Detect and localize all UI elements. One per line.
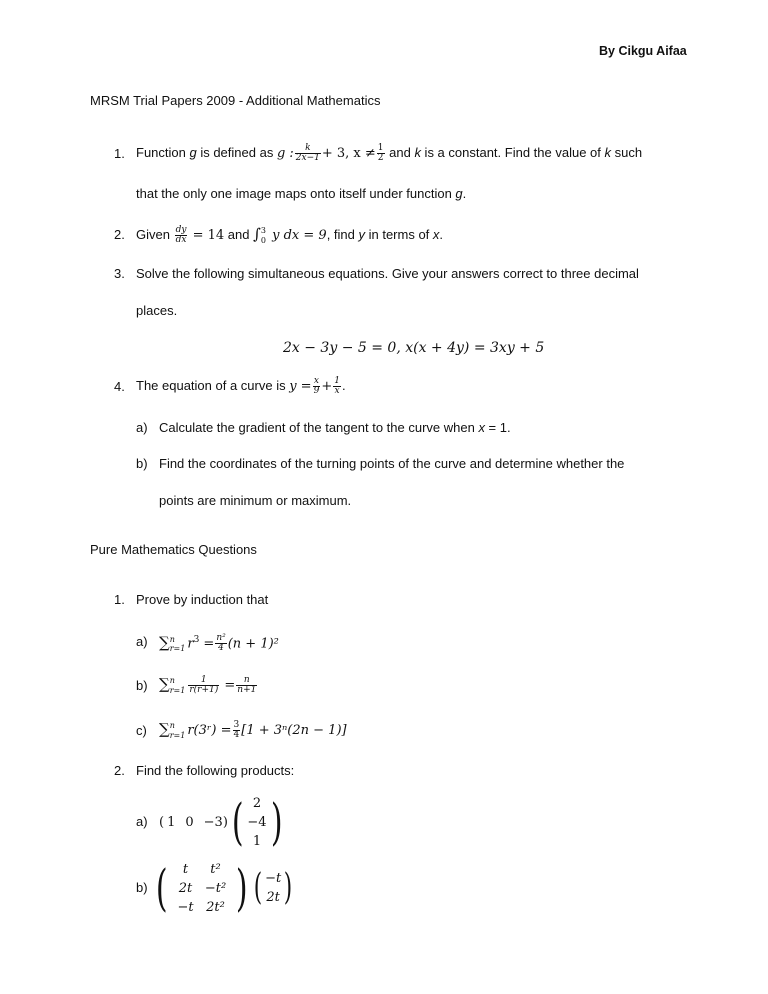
question-text: Prove by induction that <box>136 592 269 607</box>
question-text: Find the following products: <box>136 763 295 778</box>
question-number: 1. <box>114 592 125 607</box>
question-number: 2. <box>114 763 125 778</box>
integral-limits: 3 0 <box>260 226 266 245</box>
matrix-product-b <box>152 858 295 918</box>
simultaneous-equations: 2x − 3y − 5 = 0, x(x + 4y) = 3xy + 5 <box>283 340 545 356</box>
summation-a: ∑ n r=1 $r^3$ = $\frac{\text{n²}}{4}$ (n + 1)² <box>159 632 279 654</box>
fraction: $\frac{1}{x}$ <box>334 375 340 397</box>
question-number: 4. <box>114 379 125 394</box>
question-text: Function g is defined as g : $\frac{k}{2x-1}$ + 3, x ≠ $\frac{1}{2}$ and k is a constant. Find the value of k such <box>136 142 643 164</box>
subpart-text: Find the coordinates of the turning points of the curve and determine whether the <box>159 456 625 471</box>
question-text: The equation of a curve is y = $\frac{x}{9}$ + $\frac{1}{x}$ . <box>136 375 346 397</box>
subpart-label: b) <box>136 678 148 693</box>
subpart-label: b) <box>136 880 148 895</box>
author-line: By Cikgu Aifaa <box>599 44 687 58</box>
fraction: $\frac{1}{2}$ <box>377 142 384 164</box>
right-paren: ) <box>270 793 283 851</box>
summation-c: ∑ n r=1 r(3ʳ) = $\frac{3}{4}$ [1 + 3ⁿ(2n − 1)] <box>159 719 347 740</box>
subpart-label: a) <box>136 814 148 829</box>
left-paren: ( <box>231 793 244 851</box>
derivative-fraction: $\frac{dy}{dx}$ <box>175 224 187 246</box>
question-text: Solve the following simultaneous equations. Give your answers correct to three decimal <box>136 266 639 281</box>
column-vector: −t 2t <box>265 871 282 905</box>
subpart-text: Calculate the gradient of the tangent to the curve when x = 1. <box>159 420 511 435</box>
question-text: Given $\frac{dy}{dx}$ = 14 and ∫ 3 0 y dx = 9, find y in terms of x. <box>136 224 444 246</box>
document-title: MRSM Trial Papers 2009 - Additional Mathematics <box>90 93 381 108</box>
subpart-label: b) <box>136 456 148 471</box>
question-text-line-2: that the only one image maps onto itself under function g. <box>136 186 467 201</box>
subpart-label: a) <box>136 634 148 649</box>
left-paren: ( <box>155 859 168 917</box>
matrix-3x2: t t² 2t −t² −t 2t² <box>177 861 227 915</box>
fraction: $\frac{k}{2x-1}$ <box>295 142 320 164</box>
left-paren: ( <box>253 867 263 908</box>
question-number: 3. <box>114 266 125 281</box>
question-text-line-2: places. <box>136 303 178 318</box>
subpart-label: c) <box>136 723 147 738</box>
summation-b: ∑ n r=1 $\frac{1}{r(r+1)}$ = $\frac{n}{n+1}$ <box>159 674 257 695</box>
question-number: 1. <box>114 146 125 161</box>
row-vector: ( 1 0 −3) <box>159 814 228 830</box>
section-heading: Pure Mathematics Questions <box>90 542 257 557</box>
subpart-label: a) <box>136 420 148 435</box>
matrix-product-a <box>159 792 286 852</box>
fraction: $\frac{x}{9}$ <box>313 375 320 397</box>
right-paren: ) <box>284 867 293 908</box>
question-number: 2. <box>114 227 125 242</box>
column-vector: 2 −4 1 <box>247 795 267 849</box>
right-paren: ) <box>235 859 248 917</box>
subpart-text-line-2: points are minimum or maximum. <box>159 493 352 508</box>
integral-sign: ∫ <box>253 225 261 243</box>
